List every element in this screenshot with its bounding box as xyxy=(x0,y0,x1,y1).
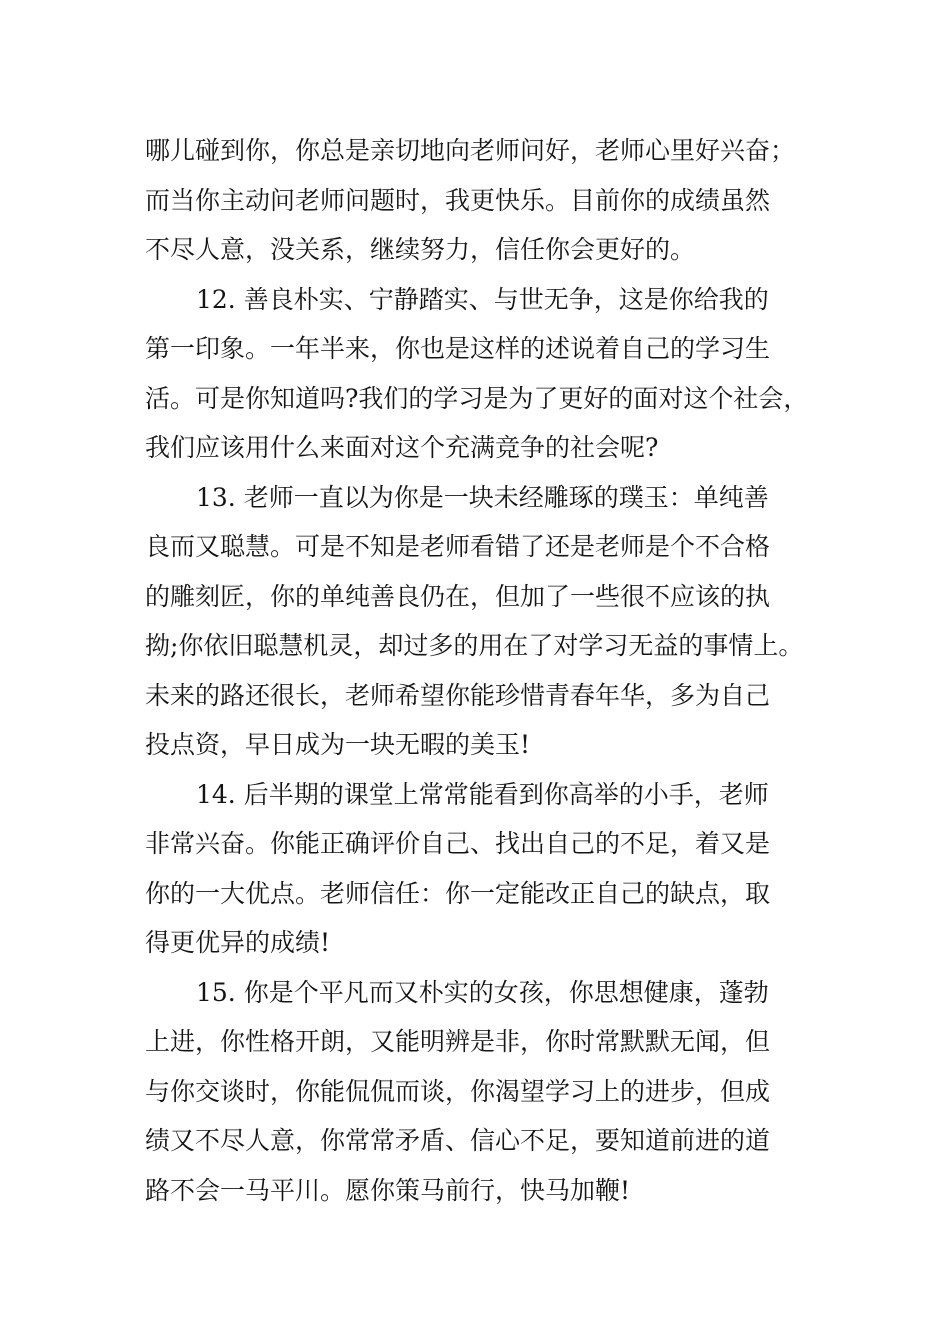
paragraph-14-first-line: 14. 后半期的课堂上常常能看到你高举的小手，老师 xyxy=(196,779,769,809)
text-line: 投点资，早日成为一块无暇的美玉! xyxy=(145,730,531,759)
text-line: 未来的路还很长，老师希望你能珍惜青春年华，多为自己 xyxy=(145,680,771,710)
text-line: 我们应该用什么来面对这个充满竞争的社会呢? xyxy=(145,433,659,462)
document-body xyxy=(145,126,825,1215)
text-line: 的雕刻匠，你的单纯善良仍在，但加了一些很不应该的执 xyxy=(145,581,771,611)
text-line: 得更优异的成绩! xyxy=(145,928,331,957)
text-line: 与你交谈时，你能侃侃而谈，你渴望学习上的进步，但成 xyxy=(145,1076,771,1106)
text-line: 活。可是你知道吗?我们的学习是为了更好的面对这个社会， xyxy=(145,383,809,413)
text-line: 不尽人意，没关系，继续努力，信任你会更好的。 xyxy=(145,235,696,264)
text-line: 哪儿碰到你，你总是亲切地向老师问好，老师心里好兴奋； xyxy=(145,136,796,165)
text-line: 上进，你性格开朗，又能明辨是非，你时常默默无闻，但 xyxy=(145,1027,771,1056)
text-line: 非常兴奋。你能正确评价自己、找出自己的不足，着又是 xyxy=(145,829,771,858)
text-line: 而当你主动问老师问题时，我更快乐。目前你的成绩虽然 xyxy=(145,185,771,215)
text-line: 拗;你依旧聪慧机灵，却过多的用在了对学习无益的事情上。 xyxy=(145,631,804,660)
paragraph-13-first-line: 13. 老师一直以为你是一块未经雕琢的璞玉：单纯善 xyxy=(196,482,769,512)
text-line: 良而又聪慧。可是不知是老师看错了还是老师是个不合格 xyxy=(145,532,771,561)
paragraph-12-first-line: 12. 善良朴实、宁静踏实、与世无争，这是你给我的 xyxy=(196,284,769,314)
text-line: 第一印象。一年半来，你也是这样的述说着自己的学习生 xyxy=(145,334,771,363)
text-line: 绩又不尽人意，你常常矛盾、信心不足，要知道前进的道 xyxy=(145,1126,771,1155)
text-line: 路不会一马平川。愿你策马前行，快马加鞭! xyxy=(145,1175,631,1205)
text-line: 你的一大优点。老师信任：你一定能改正自己的缺点，取 xyxy=(145,878,771,908)
paragraph-15-first-line: 15. 你是个平凡而又朴实的女孩，你思想健康，蓬勃 xyxy=(196,977,769,1007)
